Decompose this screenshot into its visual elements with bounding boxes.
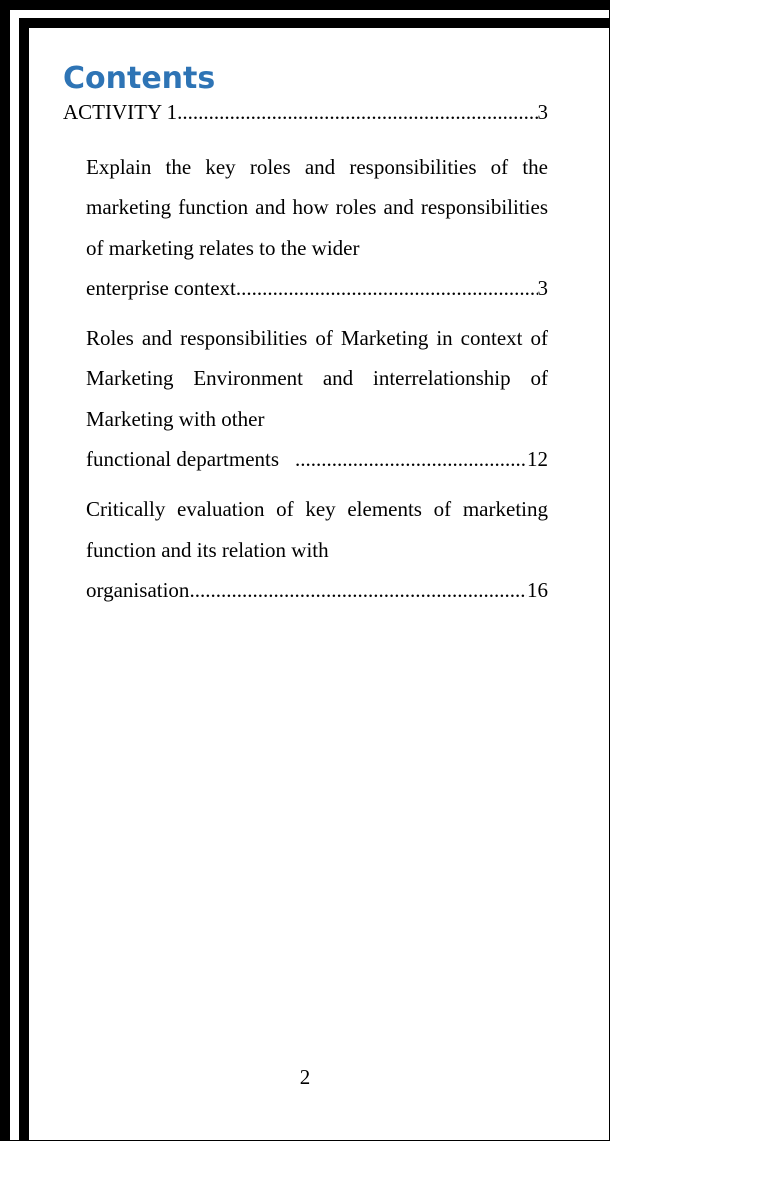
page-border-right [609,0,610,1141]
toc-leader-dots [295,439,527,479]
toc-leader-dots [189,570,527,610]
toc-leader-dots [177,98,537,126]
toc-entry-page: 16 [527,577,548,602]
toc-title: Contents [63,61,216,96]
toc-entry-text-end: enterprise context [86,275,236,300]
toc-entry-page: 12 [527,447,548,472]
toc-entry-last-line [86,268,548,308]
toc-entry-last-line [86,439,548,479]
page-border-left-outer [0,0,10,1141]
toc-entry-text-end: functional departments [86,447,280,472]
toc-leader-dots [236,268,538,308]
toc-entry-key-elements[interactable] [86,489,548,610]
toc-entry-text-end: organisation [86,577,190,602]
page-border-top-outer [0,0,610,10]
toc-entry-marketing-environment[interactable] [86,318,548,479]
toc-entry-last-line [86,570,548,610]
toc-entry-text: Explain the key roles and responsibilities of the marketing function and how roles and responsibilities of marketing relates to the wider [86,155,548,260]
toc-entry-page: 3 [537,275,548,300]
toc-entry-label: ACTIVITY 1 [63,100,178,124]
toc-entry-activity-1[interactable] [63,98,548,126]
toc-entry-text: Roles and responsibilities of Marketing in context of Marketing Environment and interrelationship of Marketing with other [86,326,548,431]
table-of-contents [63,60,548,610]
page-border-left-inner [19,18,29,1141]
toc-entry-roles-responsibilities[interactable] [86,147,548,308]
page-border-top-inner [19,18,610,28]
toc-entry-page: 3 [537,100,548,124]
page-border-bottom [0,1140,610,1141]
toc-entry-text: Critically evaluation of key elements of marketing function and its relation with [86,497,548,562]
page-number: 2 [299,1065,311,1089]
